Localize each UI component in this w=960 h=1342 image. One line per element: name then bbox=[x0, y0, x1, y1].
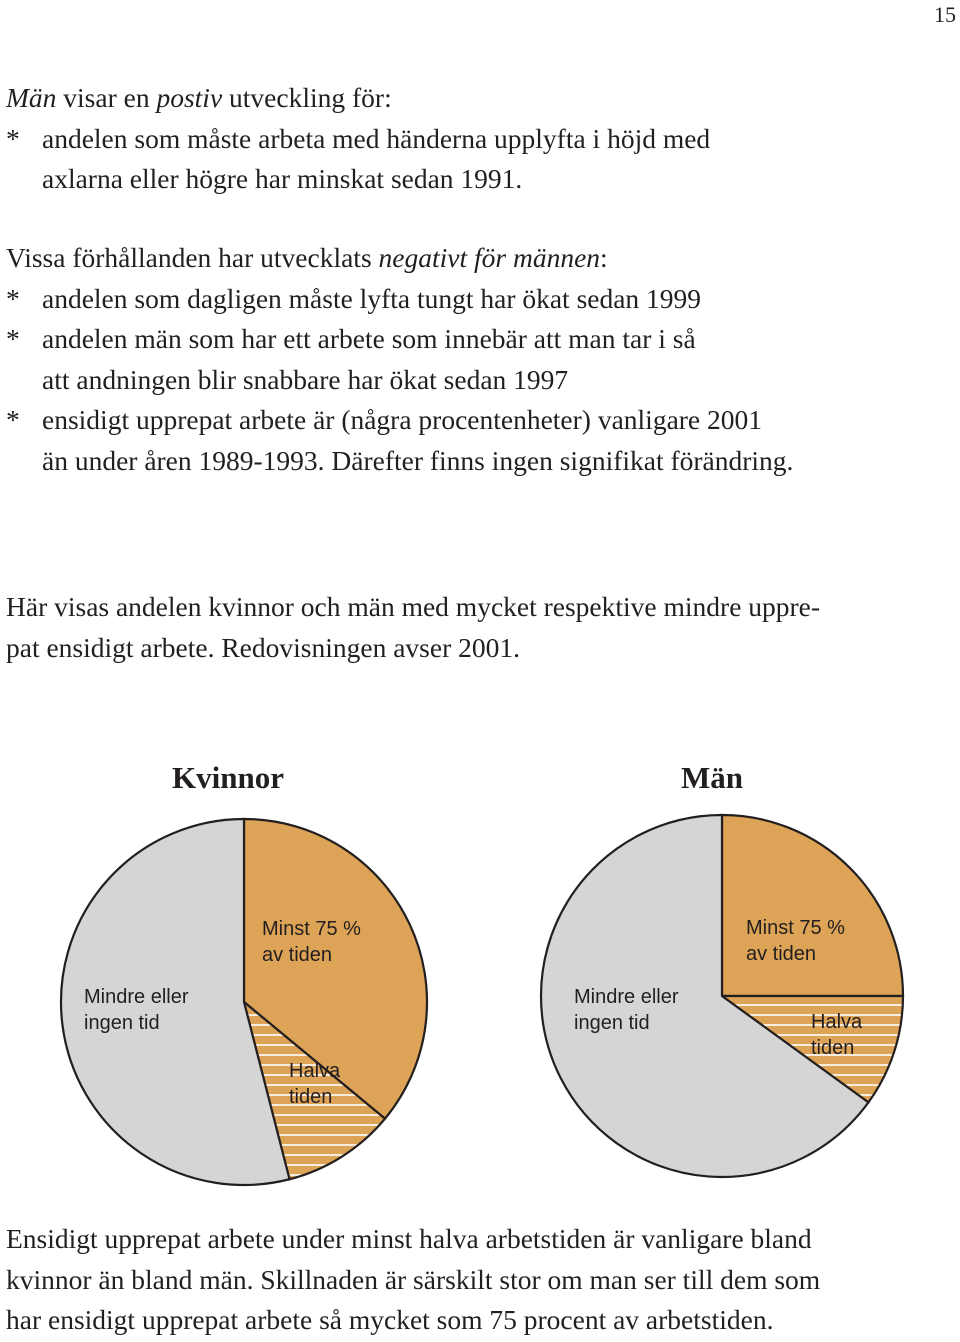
negative-bullet-1-line-1: andelen som dagligen måste lyfta tungt har ökat sedan 1999 bbox=[42, 282, 702, 314]
page-number: 15 bbox=[934, 2, 956, 27]
pie-charts bbox=[0, 800, 960, 1200]
conclusion-line-3: har ensidigt upprepat arbete så mycket som 75 procent av arbetstiden. bbox=[6, 1304, 774, 1335]
negative-emphasis: negativt för männen bbox=[378, 242, 601, 273]
negative-bullet-3-line-2: än under åren 1989-1993. Därefter finns ingen signifikat förändring. bbox=[42, 444, 794, 476]
description-paragraph bbox=[6, 587, 956, 668]
intro-emphasis: postiv bbox=[156, 82, 223, 113]
conclusion-line-1: Ensidigt upprepat arbete under minst halva arbetstiden är vanligare bland bbox=[6, 1223, 812, 1254]
intro-lead bbox=[6, 78, 956, 119]
conclusion-paragraph bbox=[6, 1219, 956, 1341]
negative-paragraph bbox=[6, 238, 956, 481]
kvinnor-label-halva: Halva bbox=[289, 1060, 341, 1082]
kvinnor-label-mindre-eller: Mindre eller bbox=[84, 986, 189, 1008]
chart-title-man: Män bbox=[681, 760, 743, 795]
kvinnor-label-tiden: tiden bbox=[289, 1086, 333, 1108]
negative-bullet-1 bbox=[6, 279, 956, 320]
conclusion-line-2: kvinnor än bland män. Skillnaden är särskilt stor om man ser till dem som bbox=[6, 1263, 821, 1295]
intro-text-2: utveckling för: bbox=[222, 82, 392, 113]
description-line-2: pat ensidigt arbete. Redovisningen avser 2001. bbox=[6, 631, 520, 663]
intro-bullet bbox=[6, 119, 956, 160]
bullet-marker: * bbox=[6, 404, 20, 435]
negative-bullet-2 bbox=[6, 319, 956, 360]
bullet-marker: * bbox=[6, 323, 20, 354]
negative-bullet-2-line-2: att andningen blir snabbare har ökat sedan 1997 bbox=[42, 363, 569, 395]
intro-bullet-line-2: axlarna eller högre har minskat sedan 1991. bbox=[42, 163, 523, 194]
negative-bullet-2-line-1: andelen män som har ett arbete som innebär att man tar i så bbox=[42, 323, 696, 354]
man-label-ingen-tid: ingen tid bbox=[574, 1012, 650, 1034]
bullet-marker: * bbox=[6, 282, 20, 314]
man-label-av-tiden: av tiden bbox=[746, 943, 817, 965]
bullet-marker: * bbox=[6, 122, 20, 154]
man-label-tiden: tiden bbox=[811, 1037, 855, 1059]
intro-text-1: visar en bbox=[56, 82, 157, 113]
negative-colon: : bbox=[600, 242, 608, 273]
man-label-minst-75: Minst 75 % bbox=[746, 917, 845, 939]
intro-paragraph bbox=[6, 78, 956, 200]
kvinnor-label-av-tiden: av tiden bbox=[262, 944, 333, 966]
negative-lead bbox=[6, 238, 956, 279]
kvinnor-label-minst-75: Minst 75 % bbox=[262, 918, 361, 940]
pie-slice-man-0 bbox=[722, 815, 903, 996]
negative-bullet-3-line-1: ensidigt upprepat arbete är (några procentenheter) vanligare 2001 bbox=[42, 404, 763, 435]
kvinnor-label-ingen-tid: ingen tid bbox=[84, 1012, 160, 1034]
man-label-mindre-eller: Mindre eller bbox=[574, 986, 679, 1008]
negative-lead-text: Vissa förhållanden har utvecklats bbox=[6, 242, 379, 273]
man-label-halva: Halva bbox=[811, 1011, 863, 1033]
intro-subject: Män bbox=[6, 82, 57, 113]
chart-title-kvinnor: Kvinnor bbox=[172, 760, 284, 795]
negative-bullet-3 bbox=[6, 400, 956, 441]
intro-bullet-line-1: andelen som måste arbeta med händerna upplyfta i höjd med bbox=[42, 122, 711, 154]
description-line-1: Här visas andelen kvinnor och män med mycket respektive mindre uppre- bbox=[6, 591, 821, 622]
